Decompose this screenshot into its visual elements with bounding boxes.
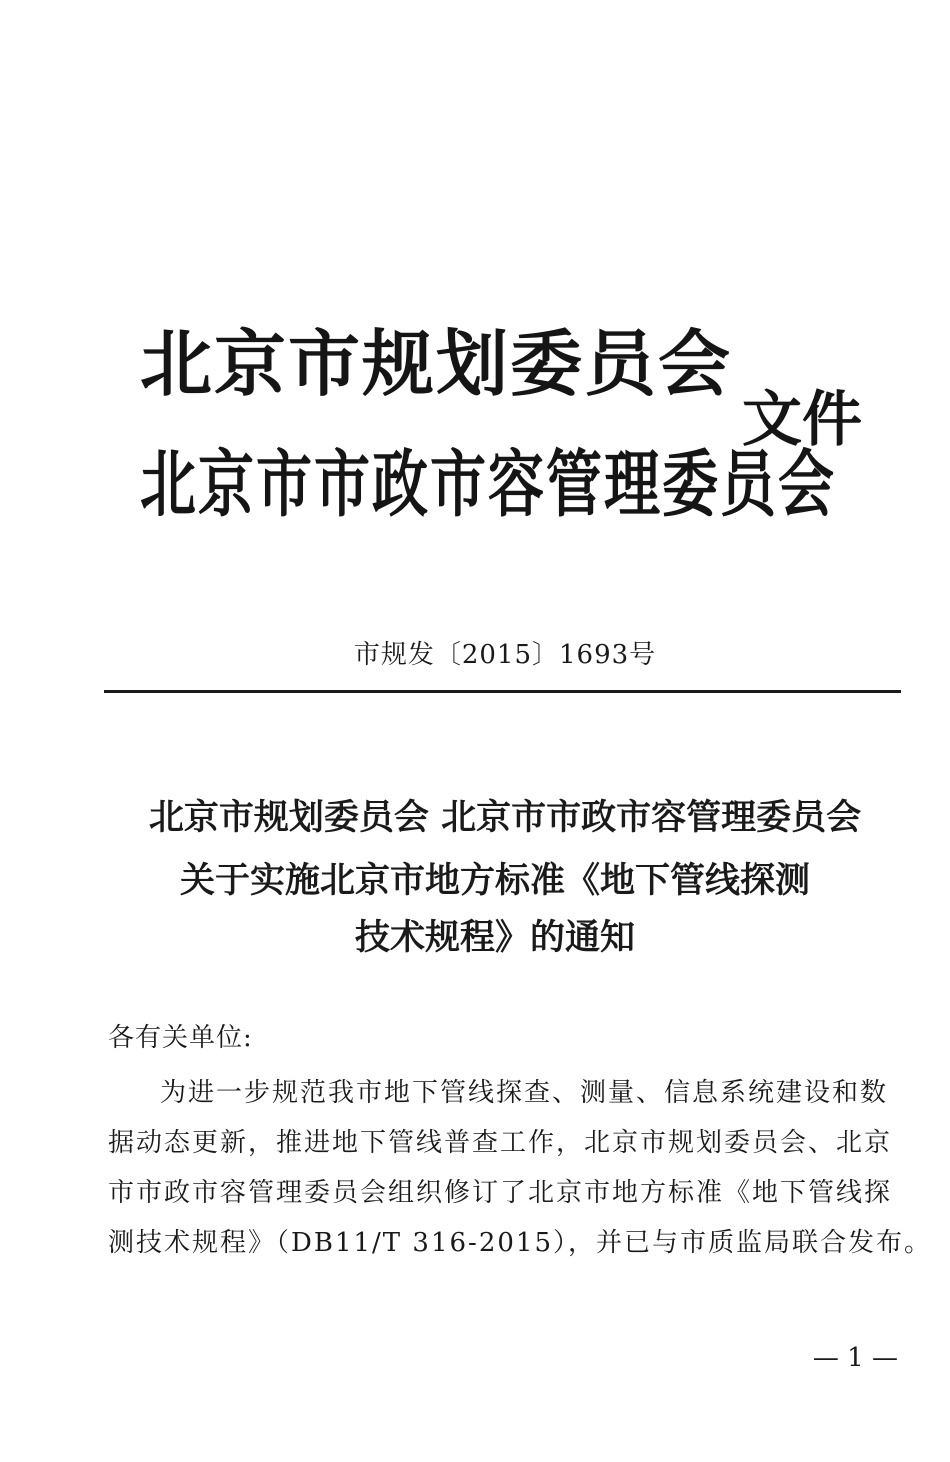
body-line: 市市政市容管理委员会组织修订了北京市地方标准《地下管线探 — [108, 1178, 893, 1208]
body-paragraph — [108, 1068, 932, 1268]
body-line: 为进一步规范我市地下管线探查、测量、信息系统建设和数 — [160, 1078, 889, 1108]
notice-title-line-1: 北京市规划委员会 北京市市政市容管理委员会 — [148, 797, 862, 838]
header-divider — [104, 690, 901, 693]
body-line: 据动态更新，推进地下管线普查工作，北京市规划委员会、北京 — [108, 1128, 893, 1158]
issuer-line-municipal-commission: 北京市市政市容管理委员会 — [140, 441, 836, 528]
document-type-label: 文件 — [742, 385, 862, 455]
body-line: 测技术规程》（DB11/T 316-2015），并已与市质监局联合发布。 — [108, 1228, 932, 1258]
document-number: 市规发〔2015〕1693号 — [353, 640, 657, 670]
notice-title-line-3: 技术规程》的通知 — [354, 917, 635, 958]
issuer-line-planning-commission: 北京市规划委员会 — [140, 321, 733, 406]
page-number: — 1 — — [812, 1343, 898, 1373]
notice-title-line-2: 关于实施北京市地方标准《地下管线探测 — [179, 860, 810, 901]
salutation: 各有关单位: — [108, 1023, 253, 1053]
